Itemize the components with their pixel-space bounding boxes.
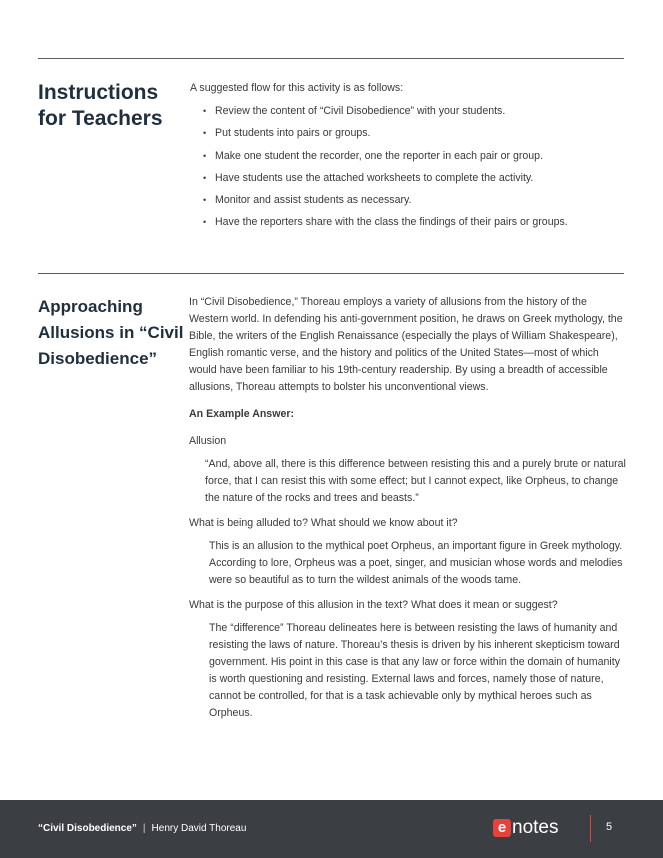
logo-e-icon: e [493,819,511,837]
list-item-text: Monitor and assist students as necessary. [215,194,412,207]
bullet-icon: • [203,128,207,139]
enotes-logo [493,817,558,839]
allusions-paragraph: In “Civil Disobedience,” Thoreau employs a variety of allusions from the history of the Western world. In defending his anti-government position, he draws on Greek mythology, the Bible, the writers of the English Renaissance (especially the plays of William Shakespeare), English romantic verse, and the history and politics of the United States—most of which would have been familiar to his 19th-century readership. By using a breadth of accessible allusions, Thoreau attempts to bolster his unconventional views. [189,296,623,393]
bullet-icon: • [203,195,207,206]
allusion-quote: “And, above all, there is this difference between resisting this and a purely brute or natural force, that I can resist this with some effect; but I cannot expect, like Orpheus, to change the nature of the rocks and trees and beasts.” [205,458,626,504]
list-item-text: Review the content of “Civil Disobedience” with your students. [215,105,506,117]
page-footer [0,800,663,858]
heading-line: Instructions [38,81,159,104]
page-number: 5 [606,821,613,833]
list-item [190,148,628,165]
footer-author: Henry David Thoreau [151,823,247,834]
footer-separator: | [142,823,146,834]
question-label: What is being alluded to? What should we know about it? [189,517,458,529]
top-divider [38,58,624,59]
list-item-text: Make one student the recorder, one the reporter in each pair or group. [215,149,544,162]
footer-work-title: “Civil Disobedience” [38,823,137,834]
heading-line: Approaching [38,297,143,316]
list-item-text: Have students use the attached worksheets to complete the activity. [215,171,534,184]
instructions-intro: A suggested flow for this activity is as follows: [190,82,404,94]
list-item-text: Have the reporters share with the class the findings of their pairs or groups. [215,216,568,229]
heading-line: Allusions in “Civil [38,323,184,342]
allusions-body [189,294,627,730]
answer-text: This is an allusion to the mythical poet Orpheus, an important figure in Greek mythology. According to lore, Orpheus was a poet, singer, and musician whose words and melodies were so beautiful as to turn the wildest animals of the woods tame. [209,540,623,586]
list-item [190,170,628,187]
section-heading-allusions [38,294,188,372]
list-item [190,192,628,209]
logo-wordmark: notes [512,817,559,838]
footer-divider [590,815,591,842]
footer-citation [38,822,246,836]
list-item [190,214,628,231]
list-item [190,103,628,120]
list-item-text: Put students into pairs or groups. [215,127,371,140]
bullet-icon: • [203,150,207,161]
example-answer-label: An Example Answer: [189,408,294,420]
instructions-list [190,103,628,231]
heading-line: Disobedience” [38,349,158,368]
bullet-icon: • [203,106,207,116]
question-label: What is the purpose of this allusion in the text? What does it mean or suggest? [189,599,558,611]
bullet-icon: • [203,217,207,228]
list-item [190,125,628,142]
section-divider [38,273,624,274]
section-heading-instructions [38,80,178,132]
allusion-label: Allusion [189,435,227,447]
bullet-icon: • [203,172,207,183]
heading-line: for Teachers [38,107,163,130]
instructions-body [190,80,628,237]
answer-text: The “difference” Thoreau delineates here is between resisting the laws of humanity and resisting the laws of nature. Thoreau’s thesis is driven by his inherent skepticism toward government. His point in this case is that any law or force within the domain of humanity is worth questioning and resisting. External laws and forces, namely those of nature, cannot be controlled, for that is a task achievable only by mythical heroes such as Orpheus. [209,622,621,719]
